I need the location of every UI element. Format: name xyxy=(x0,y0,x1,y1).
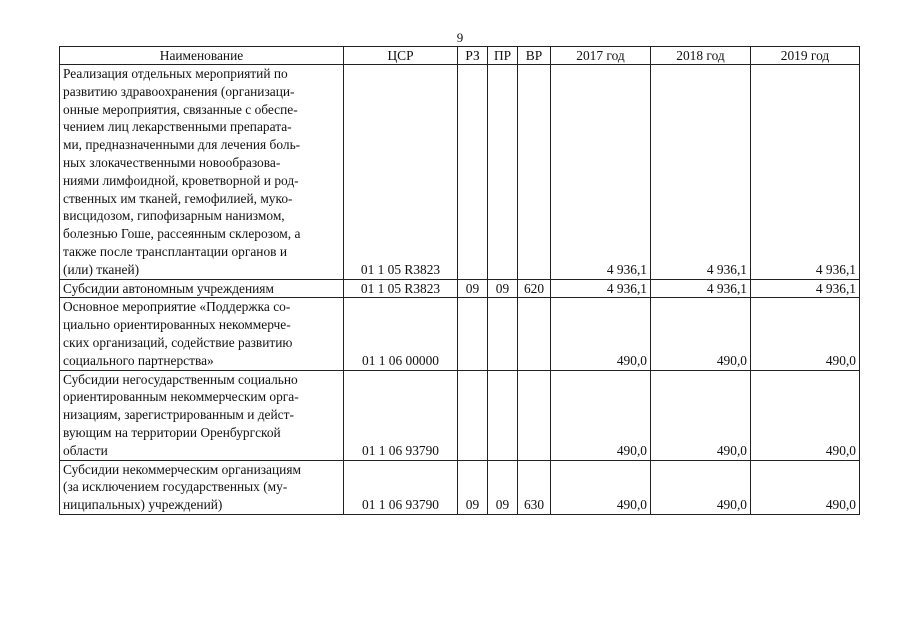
row-name-line: болезнью Гоше, рассеянным склерозом, а xyxy=(63,226,301,242)
row-vr: 620 xyxy=(518,279,551,298)
row-2019: 490,0 xyxy=(751,460,860,514)
table-row xyxy=(60,370,860,460)
row-2017: 490,0 xyxy=(551,460,651,514)
header-2019: 2019 год xyxy=(751,47,860,65)
row-name-line: (или) тканей) xyxy=(63,261,140,277)
budget-table xyxy=(59,46,860,515)
row-rz xyxy=(458,298,488,370)
row-name-line: Субсидии некоммерческим организациям xyxy=(63,461,301,477)
row-pr: 09 xyxy=(488,460,518,514)
row-pr xyxy=(488,65,518,280)
row-2018: 4 936,1 xyxy=(651,65,751,280)
row-pr xyxy=(488,370,518,460)
row-name-line: ских организаций, содействие развитию xyxy=(63,334,293,350)
row-name-line: Основное мероприятие «Поддержка со- xyxy=(63,299,291,315)
row-rz: 09 xyxy=(458,460,488,514)
row-2019: 4 936,1 xyxy=(751,279,860,298)
table-row xyxy=(60,298,860,370)
row-2017: 490,0 xyxy=(551,298,651,370)
row-name-line: развитию здравоохранения (организаци- xyxy=(63,83,295,99)
row-name-line: ственных им тканей, гемофилией, муко- xyxy=(63,190,293,206)
table-row xyxy=(60,279,860,298)
row-name-line: ниями лимфоидной, кроветворной и род- xyxy=(63,172,299,188)
row-name-line: ми, предназначенными для лечения боль- xyxy=(63,137,301,153)
row-2018: 4 936,1 xyxy=(651,279,751,298)
table-row xyxy=(60,460,860,514)
header-vr: ВР xyxy=(518,47,551,65)
row-name xyxy=(60,298,344,370)
header-rz: РЗ xyxy=(458,47,488,65)
row-2017: 4 936,1 xyxy=(551,279,651,298)
row-csr: 01 1 06 93790 xyxy=(344,370,458,460)
header-csr: ЦСР xyxy=(344,47,458,65)
row-2018: 490,0 xyxy=(651,460,751,514)
row-rz xyxy=(458,65,488,280)
row-name-line: онные мероприятия, связанные с обеспе- xyxy=(63,101,298,117)
row-name-line: ниципальных) учреждений) xyxy=(63,497,223,513)
row-csr: 01 1 05 R3823 xyxy=(344,65,458,280)
header-row xyxy=(60,47,860,65)
row-name-line: вующим на территории Оренбургской xyxy=(63,424,281,440)
row-name xyxy=(60,65,344,280)
row-name-line: Субсидии негосударственным социально xyxy=(63,371,298,387)
page-number: 9 xyxy=(456,30,464,45)
row-rz: 09 xyxy=(458,279,488,298)
row-2018: 490,0 xyxy=(651,298,751,370)
row-pr xyxy=(488,298,518,370)
row-2019: 490,0 xyxy=(751,370,860,460)
row-pr: 09 xyxy=(488,279,518,298)
row-name xyxy=(60,279,344,298)
row-name-line: чением лиц лекарственными препарата- xyxy=(63,119,292,135)
row-2017: 4 936,1 xyxy=(551,65,651,280)
header-pr: ПР xyxy=(488,47,518,65)
row-vr xyxy=(518,370,551,460)
row-name-line: социального партнерства» xyxy=(63,352,214,368)
row-vr xyxy=(518,298,551,370)
row-name-line: также после трансплантации органов и xyxy=(63,243,287,259)
row-name xyxy=(60,460,344,514)
row-vr: 630 xyxy=(518,460,551,514)
row-name-line: ориентированным некоммерческим орга- xyxy=(63,389,299,405)
row-name-line: Реализация отдельных мероприятий по xyxy=(63,66,288,81)
table-row xyxy=(60,65,860,280)
row-csr: 01 1 06 00000 xyxy=(344,298,458,370)
row-2017: 490,0 xyxy=(551,370,651,460)
row-name-line: ных злокачественными новообразова- xyxy=(63,154,281,170)
row-rz xyxy=(458,370,488,460)
row-2019: 490,0 xyxy=(751,298,860,370)
row-csr: 01 1 06 93790 xyxy=(344,460,458,514)
row-name-line: висцидозом, гипофизарным нанизмом, xyxy=(63,208,285,224)
row-name-line: (за исключением государственных (му- xyxy=(63,479,288,495)
row-name xyxy=(60,370,344,460)
row-name-line: циально ориентированных некоммерче- xyxy=(63,317,291,333)
header-name: Наименование xyxy=(60,47,344,65)
row-name-line: низациям, зарегистрированным и дейст- xyxy=(63,407,294,423)
row-2019: 4 936,1 xyxy=(751,65,860,280)
header-2018: 2018 год xyxy=(651,47,751,65)
row-vr xyxy=(518,65,551,280)
row-name-line: Субсидии автономным учреждениям xyxy=(63,280,274,296)
row-csr: 01 1 05 R3823 xyxy=(344,279,458,298)
header-2017: 2017 год xyxy=(551,47,651,65)
row-2018: 490,0 xyxy=(651,370,751,460)
row-name-line: области xyxy=(63,442,108,458)
